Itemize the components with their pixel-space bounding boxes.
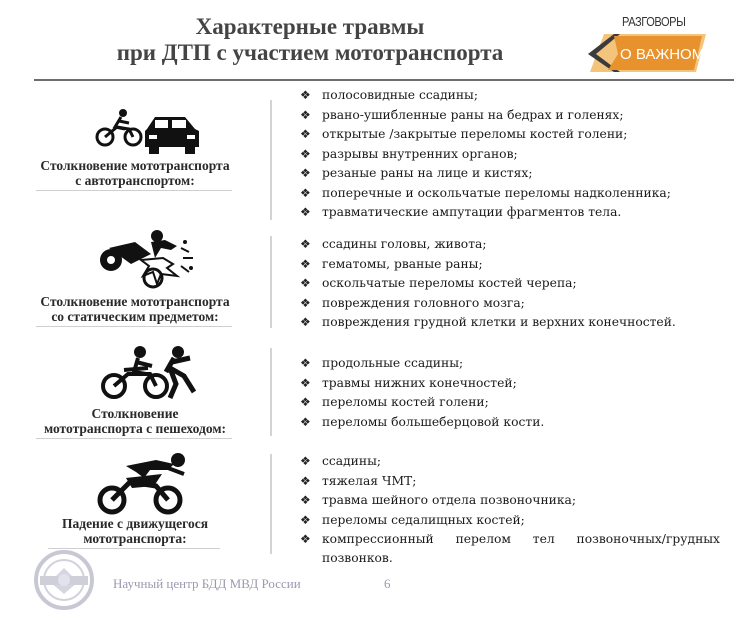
injury-list-3	[300, 354, 544, 432]
list-item: ❖ разрывы внутренних органов;	[300, 145, 671, 165]
list-item: ❖ открытые /закрытые переломы костей голени;	[300, 125, 671, 145]
page-number: 6	[384, 576, 391, 591]
bullet-diamond-icon: ❖	[300, 414, 311, 429]
section-divider-1	[270, 100, 272, 220]
section-label-1-line-2: с автотранспортом:	[75, 173, 195, 188]
section-label-1-line-1: Столкновение мототранспорта	[40, 158, 230, 173]
section-label-3-line-1: Столкновение	[91, 406, 179, 421]
list-item: ❖ травматические ампутации фрагментов тела.	[300, 203, 671, 223]
injury-list-4	[300, 452, 720, 568]
bullet-diamond-icon: ❖	[300, 454, 311, 468]
section-label-4-line-2: мототранспорта:	[83, 531, 187, 546]
section-label-3-underline	[36, 438, 232, 439]
section-divider-2	[270, 236, 272, 328]
bullet-diamond-icon: ❖	[300, 473, 311, 488]
list-item: ❖ ссадины головы, живота;	[300, 235, 676, 255]
bullet-diamond-icon: ❖	[300, 356, 311, 370]
list-item: ❖ переломы большеберцовой кости.	[300, 413, 544, 433]
section-label-2-line-1: Столкновение мототранспорта	[40, 294, 230, 309]
section-label-1	[10, 158, 260, 188]
section-label-4	[10, 516, 260, 546]
motorcycle-car-icon	[95, 107, 205, 157]
bullet-diamond-icon: ❖	[300, 127, 311, 141]
list-item: ❖ гематомы, рваные раны;	[300, 255, 676, 275]
list-item: ❖ поперечные и оскольчатые переломы надколенника;	[300, 184, 671, 204]
list-item: ❖ оскольчатые переломы костей черепа;	[300, 274, 676, 294]
title-line-2: при ДТП с участием мототранспорта	[116, 40, 504, 65]
injury-list-2	[300, 235, 676, 333]
emblem-icon	[30, 548, 98, 612]
bullet-diamond-icon: ❖	[300, 205, 311, 219]
bullet-diamond-icon: ❖	[300, 276, 311, 290]
title-line-1: Характерные травмы	[195, 14, 425, 39]
list-item: ❖ компрессионный перелом тел позвоночных/грудных позвонков.	[300, 532, 720, 565]
bullet-diamond-icon: ❖	[300, 88, 311, 102]
motorcycle-crash-icon	[95, 228, 205, 290]
footer-org: Научный центр БДД МВД России	[113, 576, 301, 591]
bullet-diamond-icon: ❖	[300, 185, 311, 200]
bullet-diamond-icon: ❖	[300, 532, 311, 546]
list-item: ❖ травма шейного отдела позвоночника;	[300, 491, 720, 511]
bullet-diamond-icon: ❖	[300, 512, 311, 527]
section-label-2-line-2: со статическим предметом:	[51, 309, 219, 324]
list-item: ❖ переломы костей голени;	[300, 393, 544, 413]
bullet-diamond-icon: ❖	[300, 256, 311, 271]
list-item: ❖ переломы седалищных костей;	[300, 511, 720, 531]
bullet-diamond-icon: ❖	[300, 237, 311, 251]
brand-bottom-text: О ВАЖНОМ	[620, 46, 705, 63]
section-divider-3	[270, 348, 272, 436]
section-label-2	[10, 294, 260, 324]
section-label-3-line-2: мототранспорта с пешеходом:	[43, 421, 227, 436]
section-label-4-line-1: Падение с движущегося	[61, 516, 209, 531]
bullet-diamond-icon: ❖	[300, 375, 311, 390]
brand-logo	[584, 14, 712, 74]
page-title	[40, 14, 580, 66]
bullet-diamond-icon: ❖	[300, 295, 311, 310]
motorcycle-pedestrian-icon	[100, 344, 205, 404]
list-item: ❖ травмы нижних конечностей;	[300, 374, 544, 394]
list-item: ❖ полосовидные ссадины;	[300, 86, 671, 106]
section-label-2-underline	[36, 326, 232, 327]
list-item: ❖ рвано-ушибленные раны на бедрах и голенях;	[300, 106, 671, 126]
bullet-diamond-icon: ❖	[300, 493, 311, 507]
motorcycle-jump-icon	[96, 452, 196, 516]
list-item: ❖ продольные ссадины;	[300, 354, 544, 374]
section-divider-4	[270, 454, 272, 554]
title-divider	[34, 79, 734, 81]
list-item: ❖ повреждения головного мозга;	[300, 294, 676, 314]
bullet-diamond-icon: ❖	[300, 315, 311, 329]
section-label-3	[10, 406, 260, 436]
bullet-diamond-icon: ❖	[300, 107, 311, 122]
list-item: ❖ тяжелая ЧМТ;	[300, 472, 720, 492]
bullet-diamond-icon: ❖	[300, 166, 311, 180]
list-item: ❖ повреждения грудной клетки и верхних конечностей.	[300, 313, 676, 333]
bullet-diamond-icon: ❖	[300, 146, 311, 161]
bullet-diamond-icon: ❖	[300, 395, 311, 409]
section-label-1-underline	[36, 190, 232, 191]
injury-list-1	[300, 86, 671, 223]
list-item: ❖ ссадины;	[300, 452, 720, 472]
list-item: ❖ резаные раны на лице и кистях;	[300, 164, 671, 184]
brand-top-text: РАЗГОВОРЫ	[622, 14, 686, 29]
